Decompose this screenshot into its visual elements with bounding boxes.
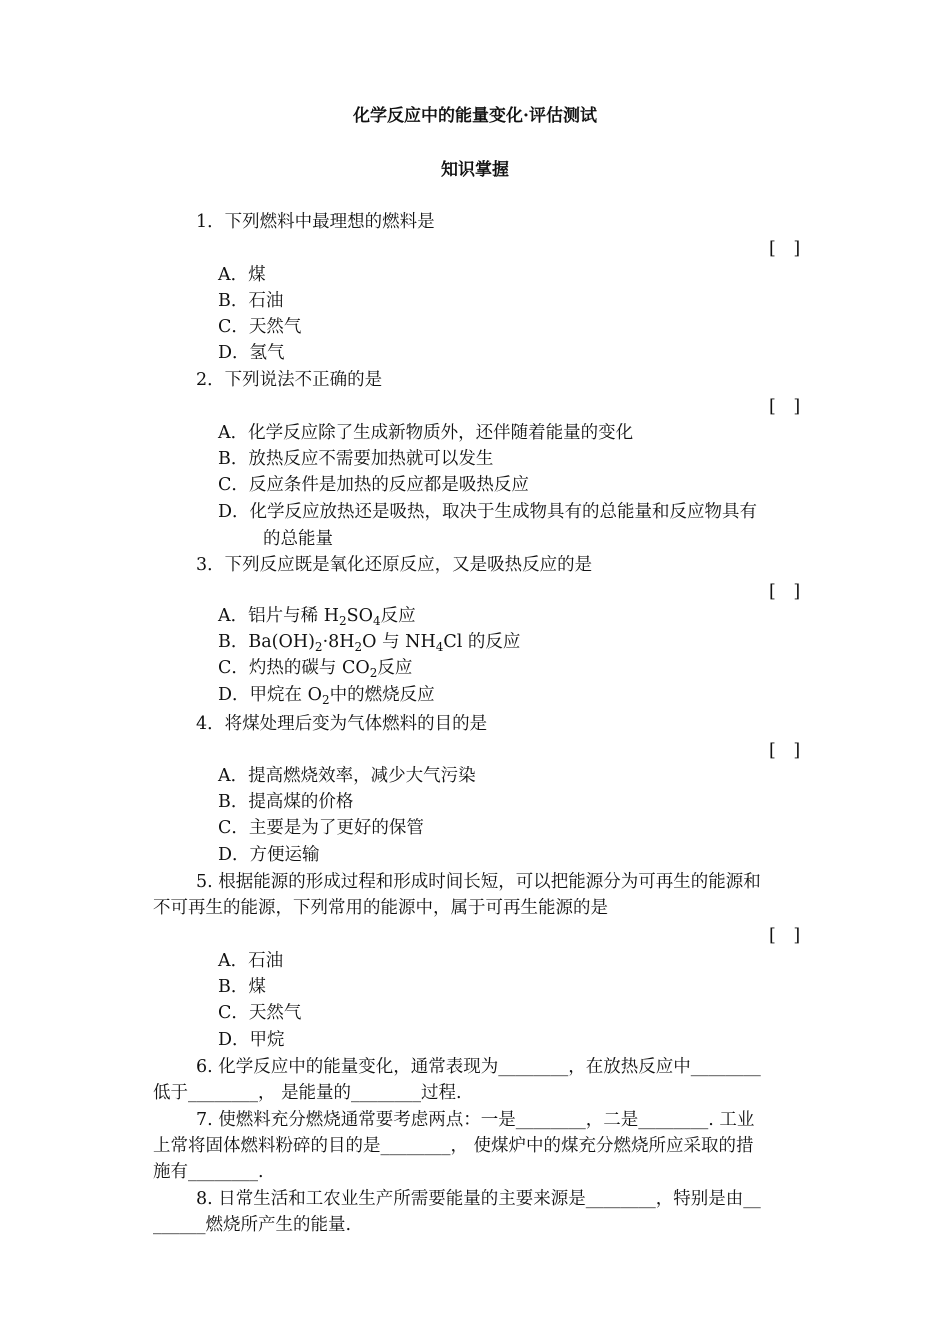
subscript: 2 xyxy=(338,614,347,628)
question-1-stem: 1．下列燃料中最理想的燃料是 xyxy=(196,212,435,232)
question-5-stem-line-2: 不可再生的能源，下列常用的能源中，属于可再生能源的是 xyxy=(153,898,608,918)
option-text: 中的燃烧反应 xyxy=(329,685,435,705)
option-text: SO xyxy=(346,606,373,626)
question-2-option-c: C．反应条件是加热的反应都是吸热反应 xyxy=(218,475,529,495)
option-text: B．Ba(OH) xyxy=(218,632,315,652)
option-text: D．甲烷在 O xyxy=(218,685,322,705)
question-2-option-b: B．放热反应不需要加热就可以发生 xyxy=(218,449,494,469)
question-8-line-1: 8. 日常生活和工农业生产所需要能量的主要来源是________，特别是由__ xyxy=(196,1189,761,1209)
question-3-option-c xyxy=(218,655,412,681)
question-3-stem: 3．下列反应既是氧化还原反应，又是吸热反应的是 xyxy=(196,555,593,575)
option-text: C．灼热的碳与 CO xyxy=(218,658,370,678)
question-2-option-d-continued: 的总能量 xyxy=(263,529,333,549)
question-4-answer-bracket: [ ] xyxy=(769,741,801,761)
question-1-option-b: B．石油 xyxy=(218,291,284,311)
question-6-line-2: 低于________， 是能量的________过程. xyxy=(153,1083,462,1103)
question-1-option-d: D．氢气 xyxy=(218,343,285,363)
question-5-option-b: B．煤 xyxy=(218,977,266,997)
question-5-option-d: D．甲烷 xyxy=(218,1030,285,1050)
question-1-option-c: C．天然气 xyxy=(218,317,302,337)
question-4-option-a: A．提高燃烧效率，减少大气污染 xyxy=(218,766,476,786)
question-3-option-a xyxy=(218,603,416,629)
option-text: A．铝片与稀 H xyxy=(218,606,339,626)
question-5-option-c: C．天然气 xyxy=(218,1003,302,1023)
option-text: 反应 xyxy=(377,658,413,678)
question-5-stem-line-1: 5. 根据能源的形成过程和形成时间长短，可以把能源分为可再生的能源和 xyxy=(196,872,761,892)
question-2-option-d: D．化学反应放热还是吸热，取决于生成物具有的总能量和反应物具有 xyxy=(218,502,758,522)
subscript: 4 xyxy=(372,614,381,628)
question-7-line-1: 7. 使燃料充分燃烧通常要考虑两点：一是________，二是________. 工业 xyxy=(196,1110,755,1130)
question-4-option-c: C．主要是为了更好的保管 xyxy=(218,818,424,838)
question-8-line-2: ______燃烧所产生的能量. xyxy=(153,1215,352,1235)
option-text: ·8H xyxy=(322,632,355,652)
subscript: 2 xyxy=(354,640,363,654)
question-1-option-a: A．煤 xyxy=(218,265,266,285)
question-6-line-1: 6. 化学反应中的能量变化，通常表现为________，在放热反应中________ xyxy=(196,1057,761,1077)
question-4-option-d: D．方便运输 xyxy=(218,845,320,865)
question-2-stem: 2．下列说法不正确的是 xyxy=(196,370,383,390)
subscript: 4 xyxy=(435,640,444,654)
question-1-answer-bracket: [ ] xyxy=(769,239,801,259)
question-5-answer-bracket: [ ] xyxy=(769,926,801,946)
page-title: 化学反应中的能量变化·评估测试 xyxy=(353,106,597,126)
subscript: 2 xyxy=(321,693,330,707)
question-3-option-d xyxy=(218,682,435,708)
option-text: 反应 xyxy=(380,606,416,626)
question-4-stem: 4．将煤处理后变为气体燃料的目的是 xyxy=(196,714,488,734)
subscript: 2 xyxy=(314,640,323,654)
option-text: O 与 NH xyxy=(362,632,436,652)
option-text: Cl 的反应 xyxy=(443,632,521,652)
question-2-option-a: A．化学反应除了生成新物质外，还伴随着能量的变化 xyxy=(218,423,634,443)
question-3-answer-bracket: [ ] xyxy=(769,582,801,602)
question-7-line-2: 上常将固体燃料粉碎的目的是________， 使煤炉中的煤充分燃烧所应采取的措 xyxy=(153,1136,754,1156)
question-4-option-b: B．提高煤的价格 xyxy=(218,792,354,812)
question-5-option-a: A．石油 xyxy=(218,951,284,971)
subscript: 2 xyxy=(369,666,378,680)
section-title: 知识掌握 xyxy=(441,160,509,180)
question-2-answer-bracket: [ ] xyxy=(769,397,801,417)
question-7-line-3: 施有________. xyxy=(153,1162,264,1182)
question-3-option-b xyxy=(218,629,520,655)
